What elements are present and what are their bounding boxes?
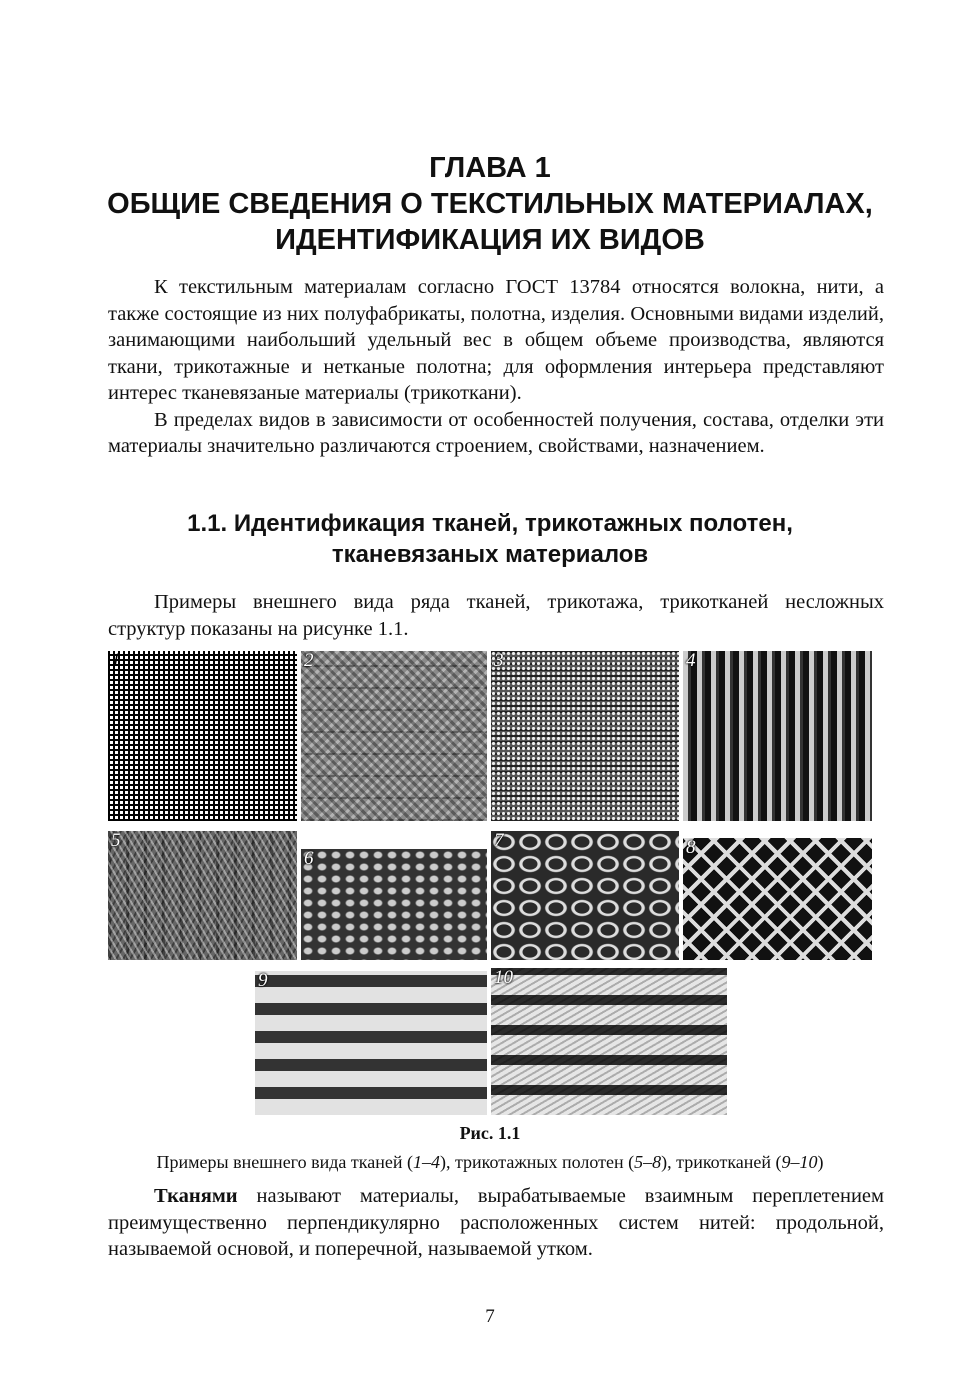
figure-caption: [0, 1150, 980, 1174]
figure-label: Рис. 1.1: [459, 1123, 521, 1143]
sample-number-3: 3: [494, 651, 504, 671]
knit-fabric-sample-10: [491, 968, 727, 1115]
caption-range-1: 1–4: [412, 1152, 440, 1172]
caption-range-2: 5–8: [634, 1152, 662, 1172]
fabric-sample-3: [491, 651, 679, 821]
sample-number-10: 10: [494, 968, 513, 988]
sample-number-9: 9: [258, 971, 268, 991]
intro-paragraph-1: К текстильным материалам согласно ГОСТ 13784 относятся волокна, нити, а также состоящие из них полуфабрикаты, полотна, изделия. Основными видами изделий, занимающими наибольший удельный вес в общем объеме производства, являются ткани, трикотажные и нетканые полотна; для оформления интерьера представляют интерес тканевязаные материалы (трикоткани).: [108, 276, 884, 404]
knit-sample-8: [683, 838, 872, 960]
fabric-sample-2: [301, 651, 487, 821]
caption-range-3: 9–10: [781, 1152, 818, 1172]
caption-part-3: ), трикотканей (: [661, 1152, 782, 1172]
knit-sample-5: [108, 831, 297, 960]
sample-number-5: 5: [111, 831, 121, 851]
sample-number-8: 8: [686, 838, 696, 858]
definition-term: Тканями: [154, 1185, 238, 1207]
definition-paragraph: [108, 1183, 884, 1263]
page-number: 7: [485, 1306, 495, 1327]
caption-part-2: ), трикотажных полотен (: [439, 1152, 635, 1172]
sample-number-2: 2: [304, 651, 314, 671]
caption-part-1: Примеры внешнего вида тканей (: [156, 1152, 413, 1172]
knit-sample-6: [301, 849, 487, 960]
chapter-title-line-2: ИДЕНТИФИКАЦИЯ ИХ ВИДОВ: [275, 224, 705, 256]
figure-intro-text: [108, 589, 884, 642]
chapter-title-line-1: ОБЩИЕ СВЕДЕНИЯ О ТЕКСТИЛЬНЫХ МАТЕРИАЛАХ,: [107, 188, 873, 220]
section-title-line-1: 1.1. Идентификация тканей, трикотажных полотен,: [187, 510, 793, 537]
definition-body: называют материалы, вырабатываемые взаимным переплетением преимущественно перпендикулярно расположенных систем нитей: продольной, называемой основой, и поперечной, называемой утком.: [108, 1185, 884, 1260]
fabric-sample-4: [683, 651, 872, 821]
sample-number-6: 6: [304, 849, 314, 869]
knit-fabric-sample-9: [255, 971, 487, 1115]
caption-part-4: ): [817, 1152, 824, 1172]
chapter-label: ГЛАВА 1: [429, 152, 551, 184]
sample-number-7: 7: [494, 831, 504, 851]
section-title-line-2: тканевязаных материалов: [331, 541, 649, 568]
figure-intro-paragraph: Примеры внешнего вида ряда тканей, трикотажа, трикотканей несложных структур показаны на рисунке 1.1.: [108, 591, 884, 640]
chapter-heading: [80, 150, 900, 258]
knit-sample-7: [491, 831, 679, 960]
sample-number-4: 4: [686, 651, 696, 671]
intro-text: [108, 274, 884, 460]
section-heading: [100, 508, 880, 570]
definition-text: [108, 1183, 884, 1263]
sample-number-1: 1: [111, 651, 121, 671]
fabric-sample-1: [108, 651, 297, 821]
intro-paragraph-2: В пределах видов в зависимости от особенностей получения, состава, отделки эти материалы значительно различаются строением, свойствами, назначением.: [108, 408, 884, 457]
